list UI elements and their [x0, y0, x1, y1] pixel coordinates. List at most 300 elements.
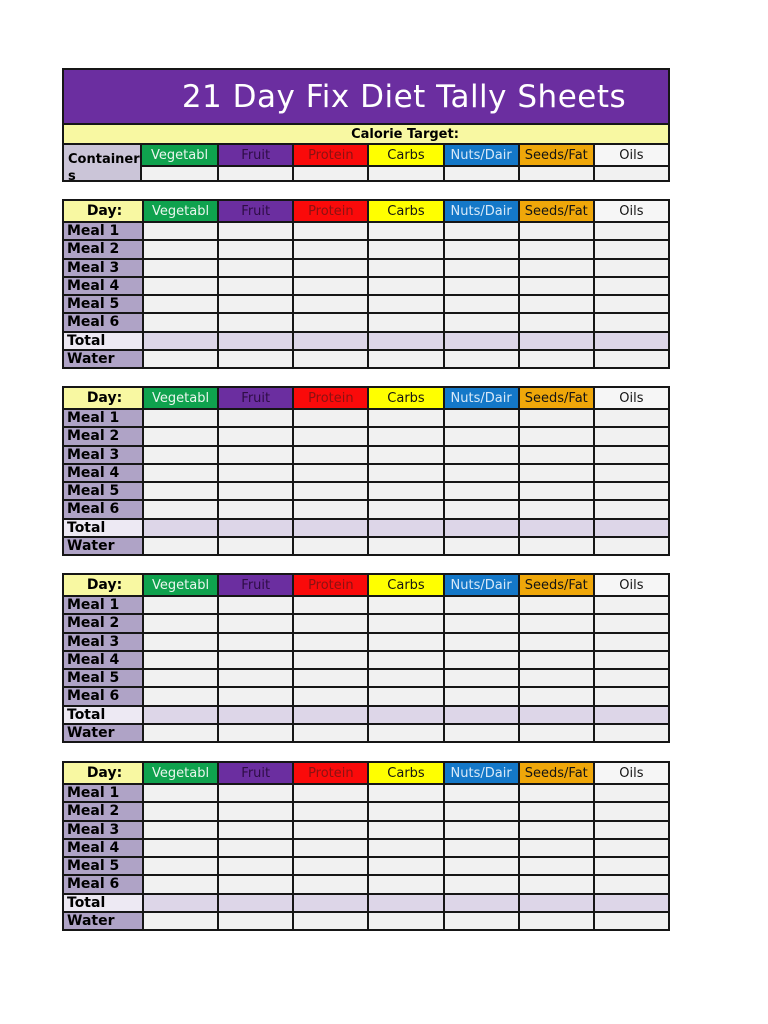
- row-label: Meal 2: [64, 803, 142, 819]
- tally-cell-protein: [292, 241, 367, 257]
- tally-cell-fruit: [217, 688, 292, 704]
- tally-cell-carbs: [367, 652, 442, 668]
- row-label: Meal 3: [64, 634, 142, 650]
- day-header-label: Day:: [64, 575, 142, 595]
- row-meal-6: [64, 312, 668, 330]
- calorie-target-label: Calorie Target:: [351, 126, 459, 142]
- containers-cell-vegetables: [142, 165, 217, 180]
- row-label: Meal 5: [64, 483, 142, 499]
- col-header-seeds-fat: Seeds/Fat: [518, 201, 593, 221]
- row-total: [64, 705, 668, 723]
- tally-cell-seeds-fat: [518, 520, 593, 536]
- tally-cell-nuts-dairy: [443, 670, 518, 686]
- tally-cell-protein: [292, 501, 367, 517]
- containers-col-header-seeds-fat: Seeds/Fat: [518, 145, 593, 165]
- tally-cell-seeds-fat: [518, 501, 593, 517]
- tally-cell-carbs: [367, 314, 442, 330]
- day-header-label: Day:: [64, 388, 142, 408]
- tally-cell-nuts-dairy: [443, 410, 518, 426]
- row-water: [64, 536, 668, 554]
- tally-cell-seeds-fat: [518, 223, 593, 239]
- tally-cell-oils: [593, 465, 668, 481]
- tally-cell-oils: [593, 688, 668, 704]
- col-header-seeds-fat: Seeds/Fat: [518, 575, 593, 595]
- tally-cell-fruit: [217, 634, 292, 650]
- containers-cell-carbs: [367, 165, 442, 180]
- tally-cell-oils: [593, 223, 668, 239]
- tally-cell-seeds-fat: [518, 840, 593, 856]
- tally-cell-vegetables: [142, 652, 217, 668]
- tally-cell-seeds-fat: [518, 785, 593, 801]
- tally-cell-oils: [593, 785, 668, 801]
- tally-cell-protein: [292, 410, 367, 426]
- tally-cell-protein: [292, 351, 367, 367]
- tally-cell-vegetables: [142, 538, 217, 554]
- tally-cell-vegetables: [142, 501, 217, 517]
- col-header-oils: Oils: [593, 201, 668, 221]
- tally-cell-nuts-dairy: [443, 428, 518, 444]
- tally-cell-vegetables: [142, 785, 217, 801]
- tally-cell-seeds-fat: [518, 913, 593, 929]
- tally-cell-seeds-fat: [518, 597, 593, 613]
- row-label: Meal 2: [64, 615, 142, 631]
- col-header-vegetables: Vegetabl: [142, 575, 217, 595]
- tally-cell-fruit: [217, 520, 292, 536]
- tally-cell-nuts-dairy: [443, 447, 518, 463]
- tally-cell-oils: [593, 447, 668, 463]
- tally-cell-oils: [593, 278, 668, 294]
- day-table-2: [62, 386, 670, 556]
- tally-cell-fruit: [217, 913, 292, 929]
- tally-cell-carbs: [367, 840, 442, 856]
- tally-cell-protein: [292, 447, 367, 463]
- row-meal-5: [64, 294, 668, 312]
- row-meal-4: [64, 650, 668, 668]
- tally-cell-fruit: [217, 895, 292, 911]
- tally-cell-seeds-fat: [518, 278, 593, 294]
- day-header-label: Day:: [64, 201, 142, 221]
- day-table-header-row: [64, 388, 668, 408]
- tally-cell-nuts-dairy: [443, 803, 518, 819]
- row-total: [64, 518, 668, 536]
- tally-cell-seeds-fat: [518, 688, 593, 704]
- tally-cell-fruit: [217, 707, 292, 723]
- tally-cell-seeds-fat: [518, 707, 593, 723]
- tally-cell-fruit: [217, 410, 292, 426]
- row-label: Meal 4: [64, 278, 142, 294]
- tally-cell-seeds-fat: [518, 670, 593, 686]
- tally-cell-oils: [593, 840, 668, 856]
- tally-cell-nuts-dairy: [443, 538, 518, 554]
- tally-cell-seeds-fat: [518, 465, 593, 481]
- tally-cell-seeds-fat: [518, 351, 593, 367]
- tally-cell-fruit: [217, 858, 292, 874]
- tally-cell-seeds-fat: [518, 634, 593, 650]
- tally-cell-protein: [292, 876, 367, 892]
- row-meal-6: [64, 874, 668, 892]
- tally-cell-carbs: [367, 501, 442, 517]
- row-meal-1: [64, 783, 668, 801]
- tally-cell-fruit: [217, 876, 292, 892]
- row-meal-2: [64, 613, 668, 631]
- day-table-header-row: [64, 201, 668, 221]
- tally-cell-fruit: [217, 785, 292, 801]
- tally-cell-vegetables: [142, 858, 217, 874]
- col-header-vegetables: Vegetabl: [142, 763, 217, 783]
- tally-cell-vegetables: [142, 822, 217, 838]
- tally-cell-protein: [292, 634, 367, 650]
- row-label: Water: [64, 351, 142, 367]
- row-label: Meal 3: [64, 260, 142, 276]
- tally-cell-nuts-dairy: [443, 483, 518, 499]
- tally-cell-carbs: [367, 520, 442, 536]
- tally-cell-fruit: [217, 615, 292, 631]
- tally-cell-protein: [292, 223, 367, 239]
- row-label: Meal 4: [64, 652, 142, 668]
- tally-cell-carbs: [367, 670, 442, 686]
- tally-cell-oils: [593, 260, 668, 276]
- tally-cell-nuts-dairy: [443, 520, 518, 536]
- tally-cell-carbs: [367, 428, 442, 444]
- row-meal-3: [64, 258, 668, 276]
- row-label: Meal 6: [64, 876, 142, 892]
- tally-cell-protein: [292, 538, 367, 554]
- tally-cell-vegetables: [142, 410, 217, 426]
- tally-cell-protein: [292, 296, 367, 312]
- day-table-header-row: [64, 575, 668, 595]
- row-meal-2: [64, 426, 668, 444]
- containers-col-header-fruit: Fruit: [217, 145, 292, 165]
- page-title-banner: [62, 68, 670, 125]
- tally-cell-nuts-dairy: [443, 351, 518, 367]
- containers-table: [62, 143, 670, 182]
- row-label: Meal 1: [64, 785, 142, 801]
- tally-cell-oils: [593, 670, 668, 686]
- tally-cell-nuts-dairy: [443, 822, 518, 838]
- row-label: Total: [64, 895, 142, 911]
- col-header-nuts-dairy: Nuts/Dair: [443, 575, 518, 595]
- tally-cell-seeds-fat: [518, 615, 593, 631]
- tally-cell-oils: [593, 538, 668, 554]
- col-header-fruit: Fruit: [217, 575, 292, 595]
- tally-cell-nuts-dairy: [443, 223, 518, 239]
- tally-cell-vegetables: [142, 895, 217, 911]
- tally-cell-vegetables: [142, 876, 217, 892]
- tally-cell-protein: [292, 688, 367, 704]
- page-title: 21 Day Fix Diet Tally Sheets: [181, 78, 627, 115]
- col-header-seeds-fat: Seeds/Fat: [518, 388, 593, 408]
- tally-cell-oils: [593, 483, 668, 499]
- containers-cell-nuts-dairy: [443, 165, 518, 180]
- tally-cell-fruit: [217, 803, 292, 819]
- tally-cell-carbs: [367, 538, 442, 554]
- tally-cell-protein: [292, 597, 367, 613]
- tally-cell-carbs: [367, 223, 442, 239]
- row-meal-2: [64, 801, 668, 819]
- row-label: Meal 6: [64, 688, 142, 704]
- row-label: Meal 5: [64, 670, 142, 686]
- tally-cell-oils: [593, 520, 668, 536]
- tally-cell-carbs: [367, 333, 442, 349]
- tally-cell-oils: [593, 501, 668, 517]
- tally-cell-protein: [292, 725, 367, 741]
- tally-cell-carbs: [367, 634, 442, 650]
- tally-cell-carbs: [367, 785, 442, 801]
- day-table-header-row: [64, 763, 668, 783]
- tally-cell-seeds-fat: [518, 447, 593, 463]
- col-header-nuts-dairy: Nuts/Dair: [443, 388, 518, 408]
- tally-cell-nuts-dairy: [443, 840, 518, 856]
- col-header-fruit: Fruit: [217, 763, 292, 783]
- row-label: Meal 6: [64, 314, 142, 330]
- tally-cell-vegetables: [142, 688, 217, 704]
- tally-cell-nuts-dairy: [443, 707, 518, 723]
- row-meal-6: [64, 686, 668, 704]
- tally-cell-vegetables: [142, 483, 217, 499]
- tally-cell-vegetables: [142, 351, 217, 367]
- tally-cell-fruit: [217, 351, 292, 367]
- day-table-4: [62, 761, 670, 931]
- row-meal-3: [64, 445, 668, 463]
- row-label: Meal 3: [64, 822, 142, 838]
- containers-cell-oils: [593, 165, 668, 180]
- tally-cell-fruit: [217, 840, 292, 856]
- tally-cell-fruit: [217, 483, 292, 499]
- tally-cell-carbs: [367, 803, 442, 819]
- row-water: [64, 349, 668, 367]
- row-meal-3: [64, 632, 668, 650]
- tally-cell-carbs: [367, 296, 442, 312]
- col-header-nuts-dairy: Nuts/Dair: [443, 763, 518, 783]
- tally-cell-nuts-dairy: [443, 333, 518, 349]
- col-header-oils: Oils: [593, 388, 668, 408]
- tally-cell-carbs: [367, 688, 442, 704]
- row-meal-2: [64, 239, 668, 257]
- tally-cell-vegetables: [142, 913, 217, 929]
- tally-cell-oils: [593, 634, 668, 650]
- tally-cell-fruit: [217, 333, 292, 349]
- containers-label: Containers: [64, 145, 142, 180]
- tally-cell-seeds-fat: [518, 538, 593, 554]
- col-header-oils: Oils: [593, 763, 668, 783]
- tally-cell-carbs: [367, 913, 442, 929]
- tally-cell-oils: [593, 615, 668, 631]
- tally-cell-oils: [593, 333, 668, 349]
- tally-cell-protein: [292, 803, 367, 819]
- tally-cell-carbs: [367, 241, 442, 257]
- tally-cell-protein: [292, 652, 367, 668]
- row-meal-1: [64, 408, 668, 426]
- tally-cell-nuts-dairy: [443, 260, 518, 276]
- tally-cell-protein: [292, 913, 367, 929]
- col-header-protein: Protein: [292, 388, 367, 408]
- row-meal-5: [64, 856, 668, 874]
- tally-cell-nuts-dairy: [443, 296, 518, 312]
- tally-cell-nuts-dairy: [443, 634, 518, 650]
- row-label: Meal 6: [64, 501, 142, 517]
- day-header-label: Day:: [64, 763, 142, 783]
- tally-cell-nuts-dairy: [443, 858, 518, 874]
- day-table-3: [62, 573, 670, 743]
- col-header-vegetables: Vegetabl: [142, 201, 217, 221]
- tally-cell-seeds-fat: [518, 241, 593, 257]
- row-label: Meal 1: [64, 410, 142, 426]
- tally-cell-fruit: [217, 465, 292, 481]
- tally-cell-protein: [292, 465, 367, 481]
- row-water: [64, 723, 668, 741]
- tally-cell-vegetables: [142, 333, 217, 349]
- tally-cell-seeds-fat: [518, 314, 593, 330]
- tally-cell-oils: [593, 876, 668, 892]
- col-header-vegetables: Vegetabl: [142, 388, 217, 408]
- tally-cell-carbs: [367, 707, 442, 723]
- tally-cell-seeds-fat: [518, 822, 593, 838]
- tally-cell-carbs: [367, 483, 442, 499]
- tally-cell-protein: [292, 670, 367, 686]
- row-label: Meal 1: [64, 223, 142, 239]
- tally-cell-fruit: [217, 223, 292, 239]
- tally-cell-vegetables: [142, 278, 217, 294]
- row-meal-1: [64, 221, 668, 239]
- tally-cell-nuts-dairy: [443, 652, 518, 668]
- tally-cell-nuts-dairy: [443, 895, 518, 911]
- tally-cell-seeds-fat: [518, 296, 593, 312]
- containers-col-header-nuts-dairy: Nuts/Dair: [443, 145, 518, 165]
- tally-cell-oils: [593, 241, 668, 257]
- tally-cell-seeds-fat: [518, 410, 593, 426]
- tally-cell-vegetables: [142, 241, 217, 257]
- row-meal-4: [64, 463, 668, 481]
- tally-cell-fruit: [217, 670, 292, 686]
- tally-cell-oils: [593, 428, 668, 444]
- tally-cell-carbs: [367, 465, 442, 481]
- tally-cell-protein: [292, 785, 367, 801]
- tally-cell-seeds-fat: [518, 803, 593, 819]
- row-total: [64, 893, 668, 911]
- tally-cell-fruit: [217, 278, 292, 294]
- row-label: Meal 5: [64, 858, 142, 874]
- col-header-carbs: Carbs: [367, 388, 442, 408]
- tally-cell-carbs: [367, 876, 442, 892]
- tally-cell-nuts-dairy: [443, 597, 518, 613]
- tally-cell-vegetables: [142, 465, 217, 481]
- row-total: [64, 331, 668, 349]
- tally-cell-nuts-dairy: [443, 876, 518, 892]
- tally-cell-vegetables: [142, 670, 217, 686]
- tally-cell-fruit: [217, 296, 292, 312]
- row-meal-1: [64, 595, 668, 613]
- tally-cell-oils: [593, 725, 668, 741]
- tally-cell-vegetables: [142, 597, 217, 613]
- tally-cell-vegetables: [142, 725, 217, 741]
- row-label: Water: [64, 725, 142, 741]
- tally-cell-nuts-dairy: [443, 688, 518, 704]
- tally-cell-vegetables: [142, 634, 217, 650]
- tally-cell-nuts-dairy: [443, 278, 518, 294]
- row-label: Total: [64, 520, 142, 536]
- col-header-fruit: Fruit: [217, 388, 292, 408]
- containers-col-header-carbs: Carbs: [367, 145, 442, 165]
- col-header-fruit: Fruit: [217, 201, 292, 221]
- tally-cell-nuts-dairy: [443, 725, 518, 741]
- tally-cell-carbs: [367, 895, 442, 911]
- containers-cell-seeds-fat: [518, 165, 593, 180]
- col-header-oils: Oils: [593, 575, 668, 595]
- tally-cell-oils: [593, 803, 668, 819]
- tally-cell-seeds-fat: [518, 260, 593, 276]
- col-header-seeds-fat: Seeds/Fat: [518, 763, 593, 783]
- tally-cell-nuts-dairy: [443, 501, 518, 517]
- tally-cell-oils: [593, 822, 668, 838]
- containers-col-header-vegetables: Vegetabl: [142, 145, 217, 165]
- tally-cell-protein: [292, 707, 367, 723]
- tally-cell-fruit: [217, 260, 292, 276]
- tally-cell-fruit: [217, 538, 292, 554]
- tally-cell-carbs: [367, 822, 442, 838]
- calorie-target-row: [62, 125, 670, 143]
- tally-cell-protein: [292, 333, 367, 349]
- col-header-carbs: Carbs: [367, 201, 442, 221]
- tally-cell-vegetables: [142, 447, 217, 463]
- row-label: Meal 4: [64, 465, 142, 481]
- tally-cell-carbs: [367, 351, 442, 367]
- day-table-1: [62, 199, 670, 369]
- col-header-protein: Protein: [292, 575, 367, 595]
- tally-cell-carbs: [367, 260, 442, 276]
- row-meal-5: [64, 481, 668, 499]
- tally-cell-seeds-fat: [518, 895, 593, 911]
- tally-cell-vegetables: [142, 314, 217, 330]
- tally-cell-protein: [292, 615, 367, 631]
- tally-cell-vegetables: [142, 803, 217, 819]
- tally-cell-vegetables: [142, 520, 217, 536]
- tally-cell-nuts-dairy: [443, 465, 518, 481]
- tally-cell-vegetables: [142, 615, 217, 631]
- row-label: Meal 2: [64, 428, 142, 444]
- tally-cell-carbs: [367, 410, 442, 426]
- col-header-protein: Protein: [292, 763, 367, 783]
- tally-cell-carbs: [367, 858, 442, 874]
- containers-cell-fruit: [217, 165, 292, 180]
- row-label: Water: [64, 538, 142, 554]
- tally-cell-carbs: [367, 447, 442, 463]
- tally-cell-vegetables: [142, 296, 217, 312]
- row-label: Meal 1: [64, 597, 142, 613]
- tally-cell-carbs: [367, 615, 442, 631]
- tally-cell-vegetables: [142, 428, 217, 444]
- tally-cell-protein: [292, 260, 367, 276]
- row-meal-5: [64, 668, 668, 686]
- tally-cell-oils: [593, 314, 668, 330]
- tally-cell-carbs: [367, 725, 442, 741]
- tally-cell-nuts-dairy: [443, 913, 518, 929]
- tally-cell-seeds-fat: [518, 333, 593, 349]
- containers-cell-protein: [292, 165, 367, 180]
- tally-cell-nuts-dairy: [443, 785, 518, 801]
- tally-cell-protein: [292, 858, 367, 874]
- col-header-carbs: Carbs: [367, 575, 442, 595]
- row-label: Meal 5: [64, 296, 142, 312]
- row-meal-6: [64, 499, 668, 517]
- tally-cell-protein: [292, 428, 367, 444]
- tally-cell-oils: [593, 895, 668, 911]
- tally-cell-protein: [292, 520, 367, 536]
- tally-cell-oils: [593, 597, 668, 613]
- tally-cell-protein: [292, 840, 367, 856]
- tally-cell-seeds-fat: [518, 858, 593, 874]
- tally-cell-oils: [593, 707, 668, 723]
- tally-cell-protein: [292, 483, 367, 499]
